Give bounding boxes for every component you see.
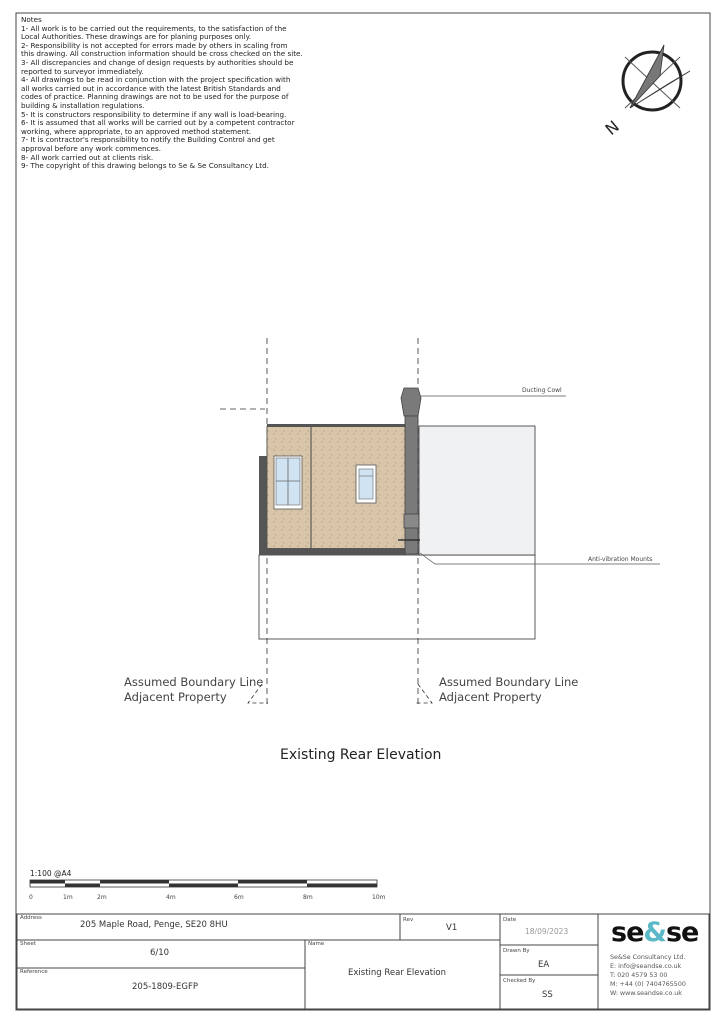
note-line: 7- It is contractor's responsibility to notify the Building Control and get xyxy=(21,135,275,145)
boundary-left-line2: Adjacent Property xyxy=(124,690,227,704)
drawing-title: Existing Rear Elevation xyxy=(280,747,442,763)
note-line: 3- All discrepancies and change of design requests by authorities should be xyxy=(21,57,294,67)
scale-tick: 1m xyxy=(63,894,73,901)
company-website: W: www.seandse.co.uk xyxy=(610,990,682,997)
company-email: E: info@seandse.co.uk xyxy=(610,963,682,970)
general-notes xyxy=(21,16,303,171)
note-line: 8- All work carried out at clients risk. xyxy=(21,152,154,162)
scale-label: 1:100 @A4 xyxy=(30,869,72,878)
sheet-value: 6/10 xyxy=(150,948,170,958)
drawn-by-label: Drawn By xyxy=(503,948,530,954)
address-value: 205 Maple Road, Penge, SE20 8HU xyxy=(80,920,228,930)
note-line: 6- It is assumed that all works will be carried out by a competent contractor xyxy=(21,118,295,128)
compass-label: N xyxy=(601,116,623,139)
rev-label: Rev xyxy=(403,917,414,923)
note-line: 4- All drawings to be read in conjunction with the project specification with xyxy=(21,75,291,85)
notes-heading: Notes xyxy=(21,15,42,24)
note-line: reported to surveyor immediately. xyxy=(21,66,144,76)
sheet-label: Sheet xyxy=(20,941,36,947)
boundary-right-line2: Adjacent Property xyxy=(439,690,542,704)
date-label: Date xyxy=(503,917,517,923)
company-mobile: M: +44 (0) 7404765500 xyxy=(610,981,686,988)
north-arrow-icon xyxy=(601,45,690,139)
scale-bar xyxy=(29,869,386,901)
checked-by-label: Checked By xyxy=(503,978,536,984)
note-line: this drawing. All construction information should be cross checked on the site. xyxy=(21,49,303,59)
reference-value: 205-1809-EGFP xyxy=(132,982,198,992)
note-line: working, where appropriate, to an approved method statement. xyxy=(21,126,252,136)
name-value: Existing Rear Elevation xyxy=(348,968,447,978)
note-line: 5- It is constructors responsibility to determine if any wall is load-bearing. xyxy=(21,109,287,119)
scale-tick: 2m xyxy=(97,894,107,901)
note-line: approval before any work commences. xyxy=(21,143,161,153)
name-label: Name xyxy=(308,941,325,947)
note-line: building & installation regulations. xyxy=(21,100,145,110)
ducting-cowl-label: Ducting Cowl xyxy=(522,387,562,394)
boundary-right-line1: Assumed Boundary Line xyxy=(439,675,579,689)
date-value: 18/09/2023 xyxy=(525,927,569,936)
note-line: all works carried out in accordance with the latest British Standards and xyxy=(21,83,281,93)
scale-tick: 10m xyxy=(372,894,386,901)
scale-tick: 8m xyxy=(303,894,313,901)
note-line: 1- All work is to be carried out the requirements, to the satisfaction of the xyxy=(21,23,287,33)
scale-tick: 4m xyxy=(166,894,176,901)
scale-tick: 0 xyxy=(29,894,33,901)
company-logo: se&se xyxy=(611,917,699,948)
note-line: codes of practice. Planning drawings are not to be used for the purpose of xyxy=(21,92,289,102)
company-phone: T: 020 4579 53 00 xyxy=(610,972,668,979)
checked-by-value: SS xyxy=(542,990,553,1000)
boundary-left-line1: Assumed Boundary Line xyxy=(124,675,264,689)
reference-label: Reference xyxy=(20,969,48,975)
elevation-drawing xyxy=(124,338,660,763)
rev-value: V1 xyxy=(446,923,458,933)
note-line: 9- The copyright of this drawing belongs to Se & Se Consultancy Ltd. xyxy=(21,161,269,171)
note-line: Local Authorities. These drawings are for planing purposes only. xyxy=(21,32,252,42)
note-line: 2- Responsibility is not accepted for errors made by others in scaling from xyxy=(21,40,288,50)
drawn-by-value: EA xyxy=(538,960,550,970)
anti-vibration-label: Anti-vibration Mounts xyxy=(588,556,653,563)
adjacent-property xyxy=(419,426,535,555)
address-label: Address xyxy=(20,915,42,921)
window xyxy=(274,456,302,509)
scale-tick: 6m xyxy=(234,894,244,901)
company-name: Se&Se Consultancy Ltd. xyxy=(610,954,686,961)
window xyxy=(356,465,376,503)
